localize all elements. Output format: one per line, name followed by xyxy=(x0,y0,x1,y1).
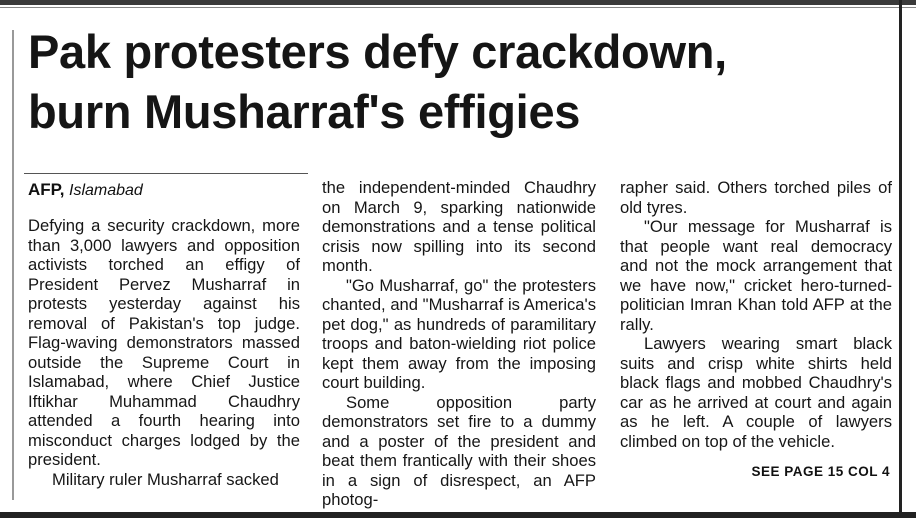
top-border xyxy=(0,0,916,5)
article-column-1 xyxy=(28,216,300,489)
headline xyxy=(28,22,888,142)
paragraph: "Go Musharraf, go" the protesters chanted, and "Musharraf is America's pet dog," as hundreds of paramilitary troops and baton-wielding riot police kept them away from the imposing court building. xyxy=(322,275,596,392)
paragraph: the independent-minded Chaudhry on March 9, sparking nationwide demonstrations and a tense political crisis now spilling into its second month. xyxy=(322,178,596,275)
paragraph: "Our message for Musharraf is that people want real democracy and not the mock arrangement that we have now," cricket hero-turned-politician Imran Khan told AFP at the rally. xyxy=(620,217,892,334)
right-border xyxy=(899,0,902,518)
byline-rule xyxy=(24,173,308,174)
paragraph: Defying a security crackdown, more than 3,000 lawyers and opposition activists torched an effigy of President Pervez Musharraf in protests yesterday against his removal of Pakistan's top judge. Flag-waving demonstrators massed outside the Supreme Court in Islamabad, where Chief Justice Iftikhar Muhammad Chaudhry attended a fourth hearing into misconduct charges lodged by the president. xyxy=(28,216,300,469)
bottom-border xyxy=(0,512,916,518)
byline-place: Islamabad xyxy=(69,182,143,199)
headline-line-1: Pak protesters defy crackdown, xyxy=(28,25,727,78)
byline-agency: AFP, xyxy=(28,180,65,199)
paragraph: Military ruler Musharraf sacked xyxy=(52,469,279,489)
article-column-3 xyxy=(620,178,892,451)
byline xyxy=(28,180,143,201)
left-border xyxy=(12,30,14,500)
top-border-thin xyxy=(0,7,916,8)
paragraph: Lawyers wearing smart black suits and crisp white shirts held black flags and mobbed Chaudhry's car as he arrived at court and again as he left. A couple of lawyers climbed on top of the vehicle. xyxy=(620,334,892,451)
continuation-note: SEE PAGE 15 COL 4 xyxy=(751,464,890,479)
article-column-2 xyxy=(322,178,596,510)
paragraph: rapher said. Others torched piles of old tyres. xyxy=(620,178,892,217)
headline-line-2: burn Musharraf's effigies xyxy=(28,85,581,138)
paragraph: Some opposition party demonstrators set fire to a dummy and a poster of the president and beat them frantically with their shoes in a sign of disrespect, an AFP photog- xyxy=(322,392,596,509)
